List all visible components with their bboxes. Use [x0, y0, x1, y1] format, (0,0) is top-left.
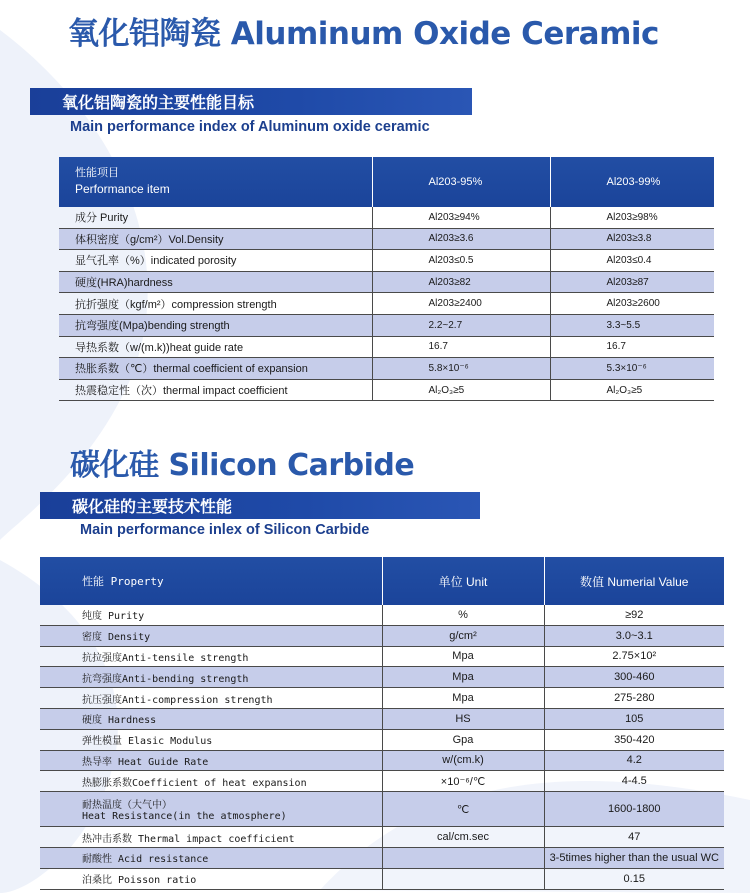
sic-table-row [40, 708, 724, 729]
sic-property-line1: 耐热温度（大气中） [82, 800, 172, 812]
sic-unit-cell: Mpa [382, 646, 544, 667]
alumina-section-title-en: Main performance index of Aluminum oxide ceramic [70, 119, 430, 135]
header-value: 数值 Numerial Value [544, 557, 724, 605]
header-property: 性能 Property [40, 557, 382, 605]
alumina-item-cell: 热震稳定性（次）thermal impact coefficient [59, 379, 372, 401]
alumina-table-row [59, 336, 714, 358]
alumina-95-cell: 2.2~2.7 [372, 314, 550, 336]
alumina-95-cell: 5.8×10⁻⁶ [372, 358, 550, 380]
alumina-table-row [59, 207, 714, 228]
alumina-item-cell: 导热系数（w/(m.k))heat guide rate [59, 336, 372, 358]
sic-unit-cell: HS [382, 708, 544, 729]
alumina-table-row [59, 271, 714, 293]
sic-unit-cell: g/cm² [382, 625, 544, 646]
header-unit: 单位 Unit [382, 557, 544, 605]
sic-title: 碳化硅 Silicon Carbide [70, 448, 415, 483]
alumina-95-cell: 16.7 [372, 336, 550, 358]
sic-property-cell: 热膨胀系数Coefficient of heat expansion [40, 771, 382, 792]
sic-property-cell [40, 792, 382, 827]
alumina-performance-table [59, 157, 714, 401]
sic-table-row [40, 688, 724, 709]
sic-section-bar [40, 492, 480, 519]
alumina-item-cell: 抗折强度（kgf/m²）compression strength [59, 293, 372, 315]
sic-unit-cell: ℃ [382, 792, 544, 827]
alumina-table-row [59, 358, 714, 380]
alumina-99-cell: 3.3~5.5 [550, 314, 714, 336]
sic-performance-table [40, 557, 724, 890]
sic-unit-cell: ×10⁻⁶/℃ [382, 771, 544, 792]
sic-unit-cell: Gpa [382, 729, 544, 750]
sic-property-cell: 抗拉强度Anti-tensile strength [40, 646, 382, 667]
sic-unit-cell [382, 847, 544, 868]
sic-table-row [40, 729, 724, 750]
sic-table-header [40, 557, 724, 605]
alumina-table-row [59, 293, 714, 315]
alumina-item-cell: 显气孔率（%）indicated porosity [59, 250, 372, 272]
sic-property-cell: 耐酸性 Acid resistance [40, 847, 382, 868]
sic-table-row [40, 605, 724, 625]
sic-section-title-en: Main performance inlex of Silicon Carbide [80, 522, 370, 538]
alumina-section-title-cn: 氧化铝陶瓷的主要性能目标 [62, 95, 255, 112]
sic-table-row [40, 667, 724, 688]
sic-table-row [40, 868, 724, 889]
sic-value-cell: 2.75×10² [544, 646, 724, 667]
alumina-section-bar [30, 88, 472, 115]
sic-unit-cell: w/(cm.k) [382, 750, 544, 771]
header-al2o3-95: Al203-95% [372, 157, 550, 207]
alumina-99-cell: Al203≤0.4 [550, 250, 714, 272]
sic-value-cell: 105 [544, 708, 724, 729]
alumina-95-cell: Al203≥3.6 [372, 228, 550, 250]
alumina-item-cell: 抗弯强度(Mpa)bending strength [59, 314, 372, 336]
sic-unit-cell: cal/cm.sec [382, 827, 544, 848]
header-al2o3-99: Al203-99% [550, 157, 714, 207]
sic-property-cell: 抗弯强度Anti-bending strength [40, 667, 382, 688]
sic-property-cell: 弹性模量 Elasic Modulus [40, 729, 382, 750]
sic-table-row [40, 847, 724, 868]
alumina-99-cell: Al203≥3.8 [550, 228, 714, 250]
sic-section-title-cn: 碳化硅的主要技术性能 [72, 499, 233, 516]
alumina-99-cell: Al203≥98% [550, 207, 714, 228]
alumina-99-cell: 5.3×10⁻⁶ [550, 358, 714, 380]
sic-property-cell: 热冲击系数 Thermal impact coefficient [40, 827, 382, 848]
alumina-item-cell: 成分 Purity [59, 207, 372, 228]
alumina-table-row [59, 228, 714, 250]
alumina-item-cell: 热胀系数（℃）thermal coefficient of expansion [59, 358, 372, 380]
alumina-99-cell: Al₂O₃≥5 [550, 379, 714, 401]
alumina-95-cell: Al203≥2400 [372, 293, 550, 315]
sic-table-row [40, 750, 724, 771]
alumina-item-cell: 硬度(HRA)hardness [59, 271, 372, 293]
alumina-table-row [59, 250, 714, 272]
alumina-table-row [59, 379, 714, 401]
sic-property-cell: 热导率 Heat Guide Rate [40, 750, 382, 771]
header-item-en: Performance item [75, 182, 170, 196]
header-item-cn: 性能项目 [75, 167, 119, 179]
alumina-99-cell: Al203≥87 [550, 271, 714, 293]
alumina-title: 氧化铝陶瓷 Aluminum Oxide Ceramic [68, 16, 659, 52]
sic-value-cell: 300-460 [544, 667, 724, 688]
sic-value-cell: 350-420 [544, 729, 724, 750]
sic-table-row [40, 771, 724, 792]
alumina-95-cell: Al203≥82 [372, 271, 550, 293]
sic-property-cell: 泊桑比 Poisson ratio [40, 868, 382, 889]
sic-table-row [40, 646, 724, 667]
alumina-table-row [59, 314, 714, 336]
alumina-item-cell: 体积密度（g/cm²）Vol.Density [59, 228, 372, 250]
alumina-99-cell: Al203≥2600 [550, 293, 714, 315]
sic-value-cell: 3-5times higher than the usual WC [544, 847, 724, 868]
sic-value-cell: 1600-1800 [544, 792, 724, 827]
alumina-99-cell: 16.7 [550, 336, 714, 358]
alumina-95-cell: Al203≥94% [372, 207, 550, 228]
sic-value-cell: 47 [544, 827, 724, 848]
sic-table-row [40, 827, 724, 848]
sic-value-cell: 4-4.5 [544, 771, 724, 792]
sic-value-cell: 0.15 [544, 868, 724, 889]
sic-property-cell: 抗压强度Anti-compression strength [40, 688, 382, 709]
sic-unit-cell [382, 868, 544, 889]
sic-unit-cell: Mpa [382, 667, 544, 688]
sic-property-cell: 硬度 Hardness [40, 708, 382, 729]
header-performance-item [59, 157, 372, 207]
alumina-95-cell: Al203≤0.5 [372, 250, 550, 272]
sic-unit-cell: % [382, 605, 544, 625]
sic-table-row [40, 625, 724, 646]
sic-value-cell: 4.2 [544, 750, 724, 771]
sic-value-cell: ≥92 [544, 605, 724, 625]
sic-value-cell: 275-280 [544, 688, 724, 709]
sic-table-row [40, 792, 724, 827]
sic-value-cell: 3.0~3.1 [544, 625, 724, 646]
sic-property-line2: Heat Resistance(in the atmosphere) [82, 811, 287, 823]
sic-unit-cell: Mpa [382, 688, 544, 709]
alumina-table-header [59, 157, 714, 207]
sic-property-cell: 密度 Density [40, 625, 382, 646]
alumina-95-cell: Al₂O₃≥5 [372, 379, 550, 401]
sic-property-cell: 纯度 Purity [40, 605, 382, 625]
